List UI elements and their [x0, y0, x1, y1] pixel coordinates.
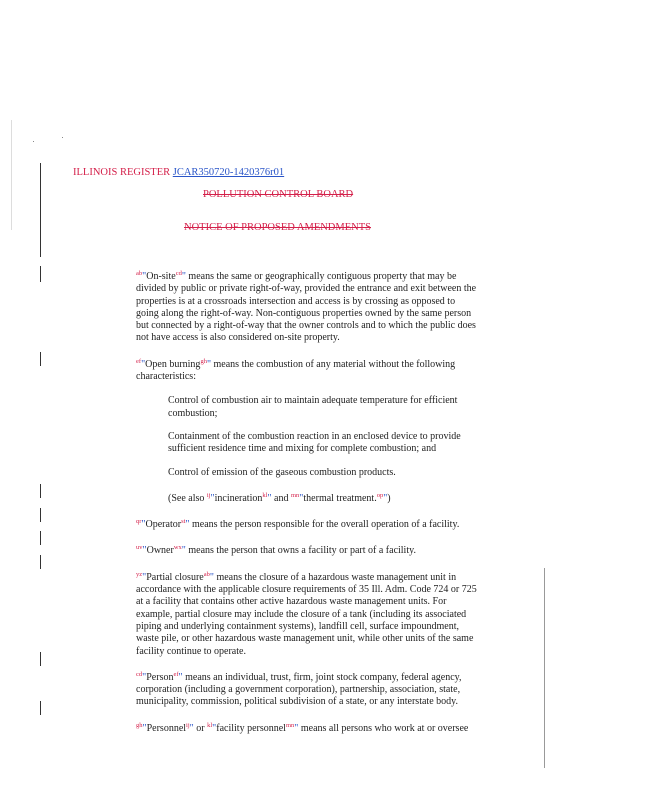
definition-personnel: $^{gh}$"Personnel$^{ij}$" or $^{kl}$"facility personnel$^{mn}$" means all persons who work at or oversee	[136, 721, 469, 734]
revision-marker: st	[181, 518, 186, 526]
document-body	[136, 268, 478, 746]
revision-marker: kl	[262, 491, 268, 499]
change-bar	[40, 555, 41, 569]
revision-marker: kl	[207, 721, 213, 729]
term: Owner	[146, 545, 174, 557]
register-code-link[interactable]: JCAR350720-1420376r01	[172, 167, 285, 178]
see-also: (See also $^{ij}$"incineration$^{kl}$" and $^{mn}$"thermal treatment.$^{op}$")	[168, 491, 391, 504]
revision-marker: gh	[136, 721, 143, 729]
revision-marker: gh	[200, 357, 207, 365]
artifact-dot	[33, 141, 34, 142]
board-title: POLLUTION CONTROL BOARD	[203, 189, 354, 200]
change-bar	[40, 484, 41, 498]
register-header	[73, 167, 284, 178]
change-bar	[40, 531, 41, 545]
revision-marker: uv	[136, 544, 143, 552]
term: On-site	[146, 271, 176, 282]
revision-marker: ef	[136, 357, 142, 365]
revision-marker: cd	[136, 670, 143, 678]
revision-marker: ef	[173, 670, 179, 678]
revision-marker: wx	[173, 544, 182, 552]
change-bar	[40, 352, 41, 366]
term: Open burning	[145, 358, 201, 370]
definition-person: $^{cd}$"Person$^{ef}$" means an individual, trust, firm, joint stock company, federal agency, corporation (including a government corporation), partnership, association, state, municipality, commission, political subdivision of a state, or any interstate body.	[136, 670, 462, 708]
notice-title: NOTICE OF PROPOSED AMENDMENTS	[184, 222, 371, 233]
open-burning-item: Containment of the combustion reaction in an enclosed device to provide sufficient residence time and mixing for complete combustion; and	[168, 430, 461, 455]
change-bar-header	[40, 163, 41, 257]
register-label: ILLINOIS REGISTER	[73, 167, 171, 178]
revision-marker: yz	[136, 570, 143, 578]
definition-owner: $^{uv}$"Owner$^{wx}$" means the person that owns a facility or part of a facility.	[136, 544, 416, 557]
right-margin-line	[544, 568, 545, 768]
revision-marker: ab	[136, 270, 143, 277]
revision-marker: ij	[206, 491, 211, 499]
revision-marker: cd	[175, 270, 182, 277]
revision-marker: mn	[285, 721, 295, 729]
open-burning-item: Control of emission of the gaseous combustion products.	[168, 466, 396, 478]
change-bar	[40, 508, 41, 522]
definition-operator: $^{qr}$"Operator$^{st}$" means the person responsible for the overall operation of a facility.	[136, 518, 460, 531]
edge-line	[11, 120, 12, 230]
definition-partial-closure: $^{yz}$"Partial closure$^{ab}$" means the closure of a hazardous waste management unit in accordance with the applicable closure requirements of 35 Ill. Adm. Code 724 or 725 at a facility that contains other active hazardous waste management units. For example, partial closure may include the closure of a tank (including its associated piping and underlying containment systems), landfill cell, surface impoundment, waste pile, or other hazardous waste management unit, while other units of the same facility continue to operate.	[136, 570, 477, 657]
open-burning-item: Control of combustion air to maintain adequate temperature for efficient combustion;	[168, 395, 458, 419]
revision-marker: op	[376, 491, 384, 499]
definition-onsite: $^{ab}$"On-site$^{cd}$" means the same or geographically contiguous property that may be divided by public or private right-of-way, provided the entrance and exit between the properties is at a crossroads intersection and access is by crossing as opposed to going along the right-of-way. Non-contiguous properties owned by the same person but connected by a right-of-way that the owner controls and to which the public does not have access is also considered on-site property.	[136, 270, 477, 344]
change-bar	[40, 266, 41, 282]
change-bar	[40, 701, 41, 715]
revision-marker: ab	[203, 570, 210, 578]
artifact-dot	[62, 137, 63, 138]
term: Personnel	[146, 722, 187, 734]
definition-open-burning: $^{ef}$"Open burning$^{gh}$" means the combustion of any material without the following characteristics:	[136, 357, 456, 383]
revision-marker: ij	[186, 721, 190, 729]
term: Person	[146, 671, 174, 683]
revision-marker: mn	[290, 491, 300, 499]
term: Operator	[145, 519, 182, 531]
change-bar	[40, 652, 41, 666]
term: Partial closure	[146, 571, 204, 583]
revision-marker: qr	[136, 518, 142, 526]
term: facility personnel	[216, 722, 286, 734]
